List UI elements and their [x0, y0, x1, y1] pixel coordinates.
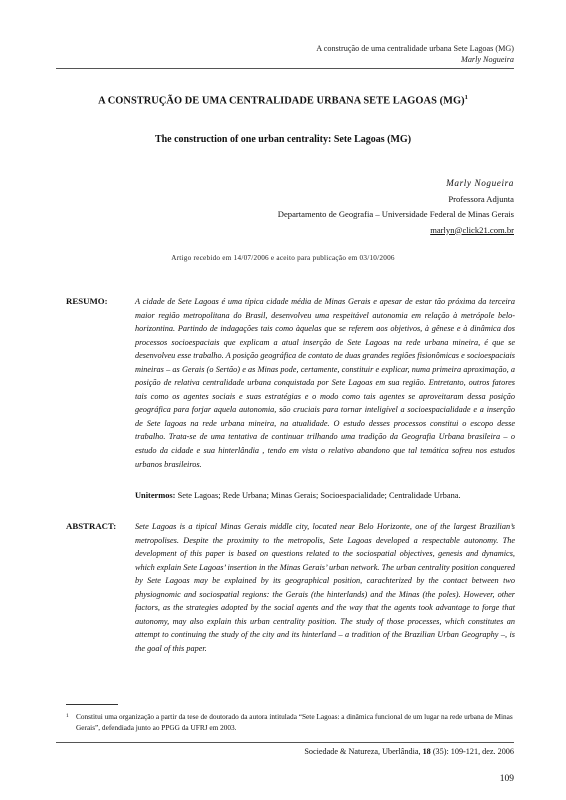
- running-head-author: Marly Nogueira: [461, 54, 514, 64]
- resumo-label: RESUMO:: [66, 296, 108, 306]
- footnote: [66, 712, 516, 733]
- author-email-link[interactable]: marlyn@click21.com.br: [430, 224, 514, 235]
- author-block: [278, 176, 514, 238]
- article-title-english: The construction of one urban centrality: Sete Lagoas (MG): [154, 134, 412, 145]
- keywords-text: Sete Lagoas; Rede Urbana; Minas Gerais; Socioespacialidade; Centralidade Urbana.: [177, 491, 461, 500]
- keywords-label: Unitermos:: [135, 491, 176, 500]
- journal-suffix: (35): 109-121, dez. 2006: [430, 747, 514, 756]
- title-pt-text: A CONSTRUÇÃO DE UMA CENTRALIDADE URBANA SETE LAGOAS (MG): [98, 95, 465, 107]
- page-number: 109: [499, 774, 514, 784]
- abstract-label: ABSTRACT:: [66, 521, 117, 531]
- keywords-line: [135, 491, 515, 500]
- author-position: Professora Adjunta: [448, 193, 514, 204]
- running-head-title: A construção de uma centralidade urbana Sete Lagoas (MG): [316, 44, 514, 53]
- article-title-portuguese: [40, 94, 526, 106]
- footnote-rule: [66, 704, 118, 705]
- author-name: Marly Nogueira: [446, 178, 514, 188]
- footnote-text: Constitui uma organização a partir da tese de doutorado da autora intitulada “Sete Lagoas: a dinâmica funcional de um lugar na rede urbana de Minas Gerais”, defendiada junto ao PPGG da UFRJ em 2003.: [76, 712, 513, 732]
- footer-rule: [56, 742, 514, 743]
- footnote-mark: 1: [66, 713, 69, 719]
- title-footnote-mark: 1: [464, 94, 468, 101]
- journal-volume: 18: [422, 747, 431, 756]
- author-department: Departamento de Geografia – Universidade Federal de Minas Gerais: [277, 209, 514, 219]
- received-note: Artigo recebido em 14/07/2006 e aceito para publicação em 03/10/2006: [171, 254, 395, 262]
- journal-reference: [304, 747, 514, 756]
- running-head: [316, 44, 514, 65]
- abstract-text: Sete Lagoas is a tipical Minas Gerais middle city, located near Belo Horizonte, one of the largest Brazilian’s metropolises. Despite the proximity to the metropolis, Sete Lagoas developed a respectable autonomy. The development of this paper is based on questions related to the sociospatial objectives, genesis and dynamics, which explain Sete Lagoas’ insertion in the Minas Gerais’ urban network. The urban centrality position conquered by Sete Lagoas may be explained by its geographical position, carachterized by the contact between two physiognomic and sociospatial regions: the Gerais (the hinterlands) and the Minas (the poles). However, other factors, as the strategies adopted by the social agents and the way that the agents took advantage to forge that autonomy, may also explain this urban centrality position. The study of those processes, which constitutes an attempt to continuing the study of the city and its hinterland – a tradition of the Brazilian Urban Geography –, is the goal of this paper.: [135, 522, 515, 653]
- journal-prefix: Sociedade & Natureza, Uberlândia,: [304, 747, 423, 756]
- header-rule: [56, 68, 514, 69]
- resumo-text: A cidade de Sete Lagoas é uma típica cidade média de Minas Gerais e apesar de estar tão próxima da terceira maior região metropolitana do Brasil, desenvolveu uma respeitável autonomia em relação à metrópole belo-horizontina. Partindo de indagações tais como àquelas que se referem aos objetivos, à gênese e à dinâmica dos processos socioespaciais que explicam a atual inserção de Sete Lagoas na rede urbana mineira, é que se desenvolveu esse trabalho. A posição geográfica de contato de duas grandes regiões fisionômicas e socioespaciais mineiras – as Gerais (o Sertão) e as Minas pode, certamente, constituir e explicar, numa primeira aproximação, a posição de relativa centralidade urbana conquistada por Sete Lagoas em sua região. Entretanto, outros fatores tais como os agentes sociais e suas estratégias e o modo como tais agentes se aproveitaram dessa posição geográfica para forjar aquela autonomia, são cruciais para tornar inteligível a socioespacialidade e a inserção de Sete lagoas na rede urbana mineira, na atualidade. O estudo desses processos constitui o escopo desse trabalho. Trata-se de uma tentativa de continuar trilhando uma tradição da Geografia Urbana brasileira – o estudo da cidade e sua hinterlândia , tendo em vista o relativo abandono que tal temática sofreu nos estudos urbanos brasileiros.: [135, 297, 515, 469]
